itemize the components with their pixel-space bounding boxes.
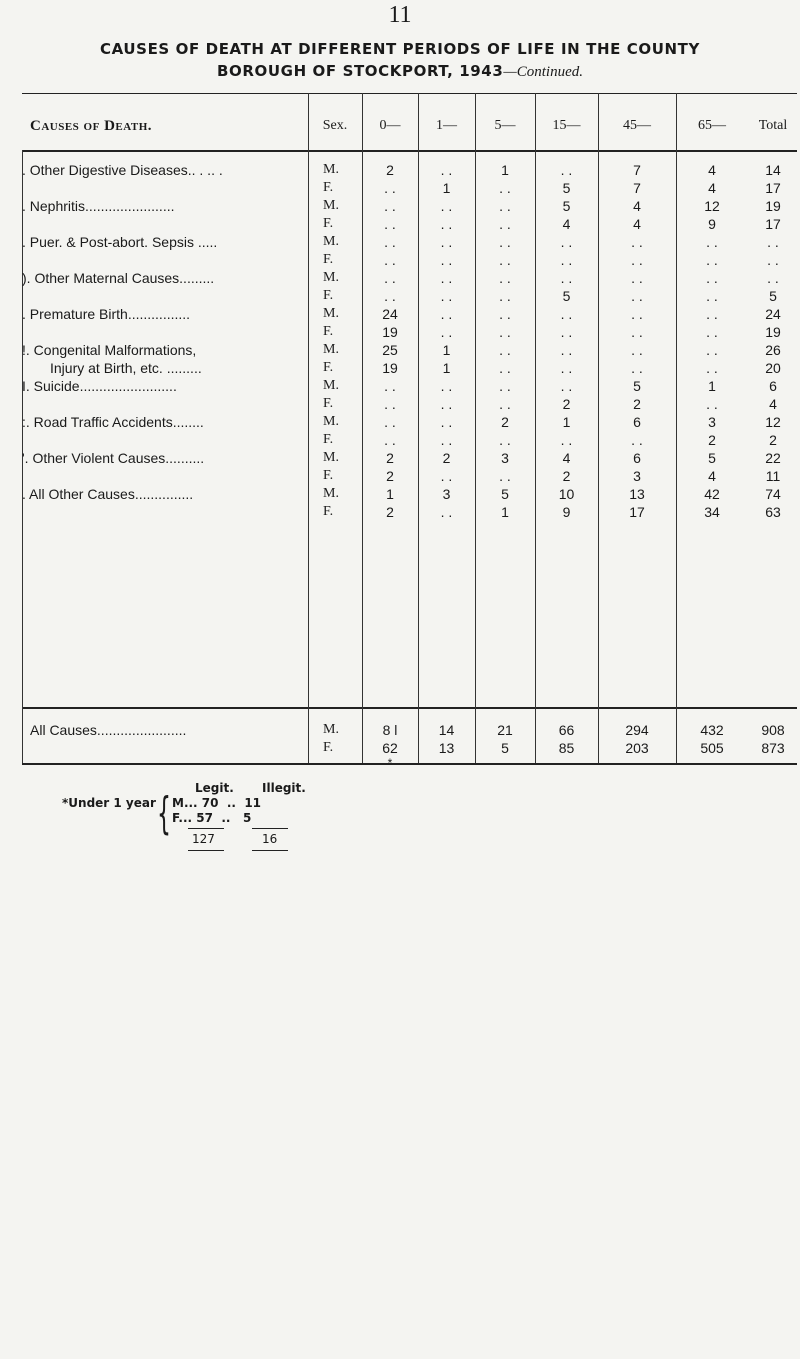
- table-cell: . .: [499, 324, 511, 340]
- row-sex: M.: [323, 486, 339, 501]
- row-sex: F.: [323, 252, 334, 267]
- table-cell: . .: [560, 306, 573, 322]
- all-causes-cell: 203: [625, 740, 649, 756]
- table-cell: 20: [765, 360, 781, 376]
- footnote-legit-header: Legit.: [195, 781, 234, 795]
- table-cell: . .: [440, 162, 453, 178]
- row-cause-label: !. Congenital Malformations,: [22, 342, 197, 358]
- row-sex: F.: [323, 324, 334, 339]
- table-cell: 19: [382, 324, 398, 340]
- table-cell: 7: [633, 180, 641, 196]
- row-sex: F.: [323, 360, 334, 375]
- table-cell: 4: [562, 450, 571, 466]
- totals-rule: [22, 707, 797, 709]
- table-cell: 2: [442, 450, 451, 466]
- table-cell: 19: [765, 198, 781, 214]
- table-cell: . .: [631, 342, 643, 358]
- table-cell: . .: [499, 342, 511, 358]
- table-cell: 5: [562, 288, 571, 304]
- table-cell: . .: [440, 252, 453, 268]
- table-cell: . .: [499, 306, 511, 322]
- table-cell: 19: [765, 324, 781, 340]
- row-sex: M.: [323, 270, 339, 285]
- header-total: Total: [758, 118, 788, 133]
- table-cell: . .: [499, 360, 511, 376]
- table-cell: 3: [633, 468, 641, 484]
- table-cell: 74: [765, 486, 781, 502]
- footnote-rule: [188, 850, 224, 851]
- table-cell: 2: [708, 432, 716, 448]
- row-cause-label: '. Other Violent Causes..........: [22, 450, 205, 466]
- table-cell: . .: [706, 288, 718, 304]
- row-cause-label: . Premature Birth................: [22, 306, 191, 322]
- table-cell: . .: [440, 270, 453, 286]
- table-cell: 42: [704, 486, 720, 502]
- table-cell: 6: [769, 378, 777, 394]
- table-cell: 9: [562, 504, 571, 520]
- table-cell: 1: [442, 342, 451, 358]
- table-cell: 63: [765, 504, 781, 520]
- table-cell: 2: [562, 396, 571, 412]
- table-cell: 17: [765, 180, 781, 196]
- table-cell: . .: [560, 270, 573, 286]
- table-cell: 1: [501, 504, 509, 520]
- table-cell: 4: [633, 216, 641, 232]
- page-title: CAUSES OF DEATH AT DIFFERENT PERIODS OF LIFE IN THE COUNTY: [100, 40, 700, 58]
- table-cell: . .: [560, 324, 573, 340]
- table-cell: . .: [560, 162, 573, 178]
- table-cell: 4: [769, 396, 777, 412]
- table-cell: . .: [499, 198, 511, 214]
- footnote-illegit-header: Illegit.: [262, 781, 306, 795]
- table-cell: . .: [499, 468, 511, 484]
- table-cell: . .: [440, 198, 453, 214]
- table-cell: 4: [708, 180, 716, 196]
- row-cause-label: Injury at Birth, etc. .........: [50, 360, 202, 376]
- col-divider: [308, 93, 309, 763]
- row-sex: M.: [323, 378, 339, 393]
- footnote-rule: [188, 828, 224, 829]
- table-cell: . .: [706, 360, 718, 376]
- table-cell: 6: [633, 450, 641, 466]
- footnote-rule: [252, 850, 288, 851]
- row-cause-label: I. Suicide.........................: [22, 378, 177, 394]
- table-cell: . .: [631, 234, 643, 250]
- row-sex: F.: [323, 216, 334, 231]
- row-sex: F.: [323, 396, 334, 411]
- header-sex: Sex.: [322, 118, 348, 133]
- table-cell: 3: [442, 486, 451, 502]
- table-cell: 12: [765, 414, 781, 430]
- table-cell: . .: [631, 288, 643, 304]
- table-cell: . .: [440, 306, 453, 322]
- row-sex: M.: [323, 450, 339, 465]
- table-cell: . .: [706, 342, 718, 358]
- header-age-65: 65—: [698, 118, 726, 133]
- table-cell: . .: [560, 378, 573, 394]
- all-causes-cell: 505: [700, 740, 724, 756]
- subtitle-main: BOROUGH OF STOCKPORT, 1943: [217, 62, 504, 80]
- table-cell: . .: [440, 378, 453, 394]
- table-cell: 24: [765, 306, 781, 322]
- page-number: 11: [388, 2, 412, 28]
- row-cause-label: . Nephritis.......................: [22, 198, 175, 214]
- all-causes-cell: 8 l: [382, 722, 398, 738]
- table-cell: . .: [440, 414, 453, 430]
- row-sex: M.: [323, 342, 339, 357]
- all-causes-cell: 62: [382, 740, 398, 756]
- brace-icon: {: [157, 788, 171, 839]
- table-cell: . .: [384, 234, 396, 250]
- table-cell: 24: [382, 306, 398, 322]
- header-age-45: 45—: [623, 118, 651, 133]
- table-cell: 2: [386, 504, 394, 520]
- table-cell: . .: [499, 288, 511, 304]
- page-subtitle: [0, 62, 800, 81]
- table-cell: 5: [562, 180, 571, 196]
- all-causes-cell: 294: [625, 722, 649, 738]
- table-cell: 5: [769, 288, 777, 304]
- all-causes-label: All Causes.......................: [30, 722, 187, 738]
- header-age-0: 0—: [379, 118, 401, 133]
- table-cell: 4: [562, 216, 571, 232]
- table-cell: 3: [501, 450, 509, 466]
- table-cell: . .: [440, 504, 453, 520]
- table-cell: . .: [499, 252, 511, 268]
- table-cell: . .: [706, 324, 718, 340]
- row-sex: M.: [323, 414, 339, 429]
- table-cell: 19: [382, 360, 398, 376]
- header-rule: [22, 150, 797, 152]
- table-cell: . .: [631, 324, 643, 340]
- row-sex: F.: [323, 504, 334, 519]
- table-cell: 1: [708, 378, 716, 394]
- table-cell: . .: [706, 234, 718, 250]
- table-cell: 13: [629, 486, 645, 502]
- table-cell: . .: [384, 396, 396, 412]
- all-causes-cell: 66: [558, 722, 575, 738]
- table-cell: . .: [631, 432, 643, 448]
- table-cell: 1: [442, 180, 451, 196]
- table-cell: . .: [499, 432, 511, 448]
- table-cell: . .: [560, 432, 573, 448]
- table-cell: 2: [386, 450, 394, 466]
- header-age-1: 1—: [436, 118, 457, 133]
- all-causes-cell: 13: [438, 740, 455, 756]
- table-cell: . .: [384, 180, 396, 196]
- all-causes-cell: 14: [438, 722, 455, 738]
- table-cell: . .: [499, 270, 511, 286]
- row-sex: F.: [323, 468, 334, 483]
- table-cell: 1: [562, 414, 571, 430]
- table-cell: 4: [708, 162, 716, 178]
- footnote-legit-total: 127: [192, 832, 215, 846]
- header-age-5: 5—: [494, 118, 516, 133]
- table-cell: . .: [384, 414, 396, 430]
- table-cell: . .: [440, 216, 453, 232]
- table-cell: . .: [384, 288, 396, 304]
- table-cell: 1: [386, 486, 394, 502]
- table-cell: 17: [765, 216, 781, 232]
- table-cell: . .: [631, 360, 643, 376]
- table-cell: 25: [382, 342, 398, 358]
- table-cell: . .: [560, 252, 573, 268]
- table-cell: 2: [562, 468, 571, 484]
- table-cell: 5: [562, 198, 571, 214]
- table-cell: . .: [384, 252, 396, 268]
- table-cell: 2: [386, 162, 394, 178]
- table-cell: . .: [631, 252, 643, 268]
- table-cell: 2: [386, 468, 394, 484]
- table-cell: 22: [765, 450, 781, 466]
- table-cell: 2: [633, 396, 641, 412]
- all-causes-sex-f: F.: [323, 740, 334, 755]
- table-cell: 12: [704, 198, 720, 214]
- table-cell: 34: [704, 504, 720, 520]
- table-cell: . .: [384, 270, 396, 286]
- table-cell: 2: [501, 414, 509, 430]
- row-sex: M.: [323, 162, 339, 177]
- header-causes: Causes of Death.: [30, 118, 153, 134]
- table-cell: . .: [440, 288, 453, 304]
- table-cell: 5: [633, 378, 641, 394]
- table-cell: . .: [706, 396, 718, 412]
- all-causes-cell: 85: [558, 740, 575, 756]
- table-cell: . .: [499, 216, 511, 232]
- table-cell: . .: [631, 270, 643, 286]
- table-cell: 6: [633, 414, 641, 430]
- table-cell: . .: [499, 234, 511, 250]
- table-cell: . .: [384, 198, 396, 214]
- table-cell: . .: [384, 216, 396, 232]
- row-cause-label: ). Other Maternal Causes.........: [22, 270, 215, 286]
- table-cell: 3: [708, 414, 716, 430]
- table-cell: 2: [769, 432, 777, 448]
- row-sex: F.: [323, 180, 334, 195]
- table-cell: . .: [499, 180, 511, 196]
- table-cell: . .: [440, 324, 453, 340]
- row-sex: M.: [323, 306, 339, 321]
- table-cell: . .: [706, 270, 718, 286]
- all-causes-cell: 908: [761, 722, 785, 738]
- row-sex: F.: [323, 288, 334, 303]
- table-cell: 10: [558, 486, 575, 502]
- table-cell: 1: [442, 360, 451, 376]
- all-causes-cell: 432: [700, 722, 724, 738]
- table-cell: . .: [499, 378, 511, 394]
- all-causes-cell: 873: [761, 740, 785, 756]
- footnote-f-line: F... 57 .. 5: [172, 811, 252, 825]
- table-cell: . .: [440, 396, 453, 412]
- table-cell: 7: [633, 162, 641, 178]
- footnote-m-line: M... 70 .. 11: [172, 796, 262, 810]
- table-cell: 4: [633, 198, 641, 214]
- footnote-rule: [252, 828, 288, 829]
- table-cell: . .: [706, 306, 718, 322]
- table-cell: . .: [384, 378, 396, 394]
- table-cell: 14: [765, 162, 781, 178]
- table-cell: . .: [440, 468, 453, 484]
- table-cell: . .: [706, 252, 718, 268]
- table-cell: . .: [499, 396, 511, 412]
- table-cell: . .: [440, 432, 453, 448]
- table-cell: 11: [765, 468, 781, 484]
- table-cell: . .: [560, 234, 573, 250]
- table-cell: . .: [767, 270, 779, 286]
- table-cell: 5: [501, 486, 509, 502]
- table-cell: 4: [708, 468, 716, 484]
- table-cell: . .: [560, 342, 573, 358]
- row-cause-label: . Other Digestive Diseases.. . .. .: [22, 162, 223, 178]
- table-top-rule: [22, 93, 797, 94]
- subtitle-continued: —Continued.: [503, 64, 583, 80]
- row-sex: F.: [323, 432, 334, 447]
- table-cell: . .: [560, 360, 573, 376]
- table-cell: . .: [440, 234, 453, 250]
- all-causes-cell: 5: [501, 740, 509, 756]
- table-cell: 17: [629, 504, 645, 520]
- row-sex: M.: [323, 234, 339, 249]
- table-cell: 5: [708, 450, 716, 466]
- row-cause-label: :. Road Traffic Accidents........: [22, 414, 204, 430]
- table-cell: 1: [501, 162, 509, 178]
- all-causes-cell: 21: [497, 722, 513, 738]
- table-cell: . .: [631, 306, 643, 322]
- row-sex: M.: [323, 198, 339, 213]
- table-cell: 26: [765, 342, 781, 358]
- footnote-under-1-year: *Under 1 year: [62, 796, 156, 810]
- header-age-15: 15—: [552, 118, 581, 133]
- asterisk-mark: *: [387, 756, 393, 770]
- all-causes-sex-m: M.: [323, 722, 339, 737]
- row-cause-label: . All Other Causes...............: [22, 486, 194, 502]
- table-cell: . .: [767, 234, 779, 250]
- row-cause-label: . Puer. & Post-abort. Sepsis .....: [22, 234, 218, 250]
- footnote-illegit-total: 16: [262, 832, 278, 846]
- table-cell: 9: [708, 216, 716, 232]
- table-cell: . .: [767, 252, 779, 268]
- table-cell: . .: [384, 432, 396, 448]
